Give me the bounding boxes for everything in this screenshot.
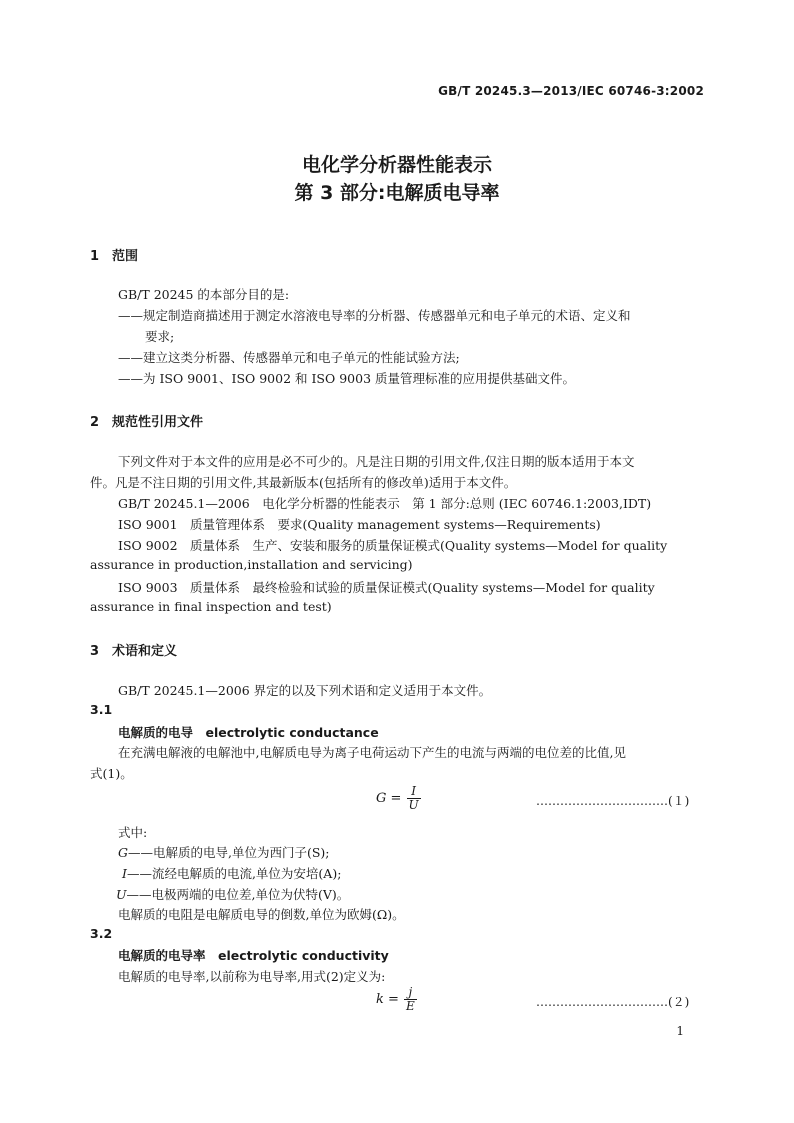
variable-definition (118, 843, 330, 861)
denominator: E (406, 999, 415, 1013)
equation-2 (376, 986, 417, 1013)
variable-symbol: U (116, 887, 127, 902)
reference-item-continuation: assurance in final inspection and test) (90, 599, 332, 614)
reference-item: ISO 9003 质量体系 最终检验和试验的质量保证模式(Quality systems—Model for quality (118, 580, 655, 595)
list-item: ——建立这类分析器、传感器单元和电子单元的性能试验方法; (118, 350, 460, 365)
term-number: 3.2 (90, 926, 113, 941)
section-number: 1 (90, 249, 100, 264)
term-number: 3.1 (90, 702, 113, 717)
document-title: 电化学分析器性能表示 (301, 154, 492, 176)
variable-symbol: G (118, 845, 128, 860)
paragraph: GB/T 20245.1—2006 界定的以及下列术语和定义适用于本文件。 (118, 683, 492, 698)
section-title: 范围 (112, 249, 139, 264)
list-item: ——为 ISO 9001、ISO 9002 和 ISO 9003 质量管理标准的应用提供基础文件。 (118, 371, 575, 386)
paragraph: 下列文件对于本文件的应用是必不可少的。凡是注日期的引用文件,仅注日期的版本适用于本文 (118, 454, 635, 469)
term-note: 电解质的电阻是电解质电导的倒数,单位为欧姆(Ω)。 (118, 907, 405, 922)
section-2-heading (90, 411, 203, 430)
section-1-heading (90, 245, 138, 264)
numerator: I (407, 785, 421, 799)
section-title: 术语和定义 (112, 644, 178, 659)
fraction (404, 986, 417, 1013)
variable-definition (116, 885, 349, 903)
section-number: 2 (90, 415, 100, 430)
term-title: 电解质的电导 electrolytic conductance (118, 725, 379, 740)
reference-item-continuation: assurance in production,installation and servicing) (90, 557, 413, 572)
variable-definition (122, 864, 341, 882)
paragraph-continuation: 件。凡是不注日期的引用文件,其最新版本(包括所有的修改单)适用于本文件。 (90, 475, 517, 490)
equation-number: ……………………………(１) (536, 794, 690, 808)
term-title: 电解质的电导率 electrolytic conductivity (118, 948, 389, 963)
list-item: ——规定制造商描述用于测定水溶液电导率的分析器、传感器单元和电子单元的术语、定义和 (118, 308, 631, 323)
variable-symbol: I (122, 866, 127, 881)
fraction (407, 785, 421, 812)
term-definition: 在充满电解液的电解池中,电解质电导为离子电荷运动下产生的电流与两端的电位差的比值,见 (118, 745, 626, 760)
numerator: j (404, 986, 417, 1000)
document-subtitle: 第 3 部分:电解质电导率 (294, 182, 500, 204)
where-label: 式中: (118, 825, 148, 840)
reference-item: GB/T 20245.1—2006 电化学分析器的性能表示 第 1 部分:总则 (IEC 60746.1:2003,IDT) (118, 496, 652, 511)
equation-lhs: k = (376, 992, 399, 1007)
list-item-continuation: 要求; (145, 329, 175, 344)
term-definition-continuation: 式(1)。 (90, 766, 133, 781)
paragraph: GB/T 20245 的本部分目的是: (118, 287, 290, 302)
section-number: 3 (90, 644, 100, 659)
equation-number: ……………………………(２) (536, 995, 690, 1009)
variable-text: ——电解质的电导,单位为西门子(S); (128, 845, 330, 860)
term-definition: 电解质的电导率,以前称为电导率,用式(2)定义为: (118, 969, 386, 984)
equation-lhs: G = (376, 791, 402, 806)
denominator: U (408, 798, 419, 812)
reference-item: ISO 9001 质量管理体系 要求(Quality management systems—Requirements) (118, 517, 601, 532)
equation-1 (376, 785, 421, 812)
variable-text: ——电极两端的电位差,单位为伏特(V)。 (126, 887, 350, 902)
section-title: 规范性引用文件 (112, 415, 204, 430)
reference-item: ISO 9002 质量体系 生产、安装和服务的质量保证模式(Quality systems—Model for quality (118, 538, 668, 553)
page-number: 1 (676, 1024, 684, 1038)
variable-text: ——流经电解质的电流,单位为安培(A); (126, 866, 342, 881)
section-3-heading (90, 640, 177, 659)
standard-number: GB/T 20245.3—2013/IEC 60746-3:2002 (438, 84, 704, 98)
